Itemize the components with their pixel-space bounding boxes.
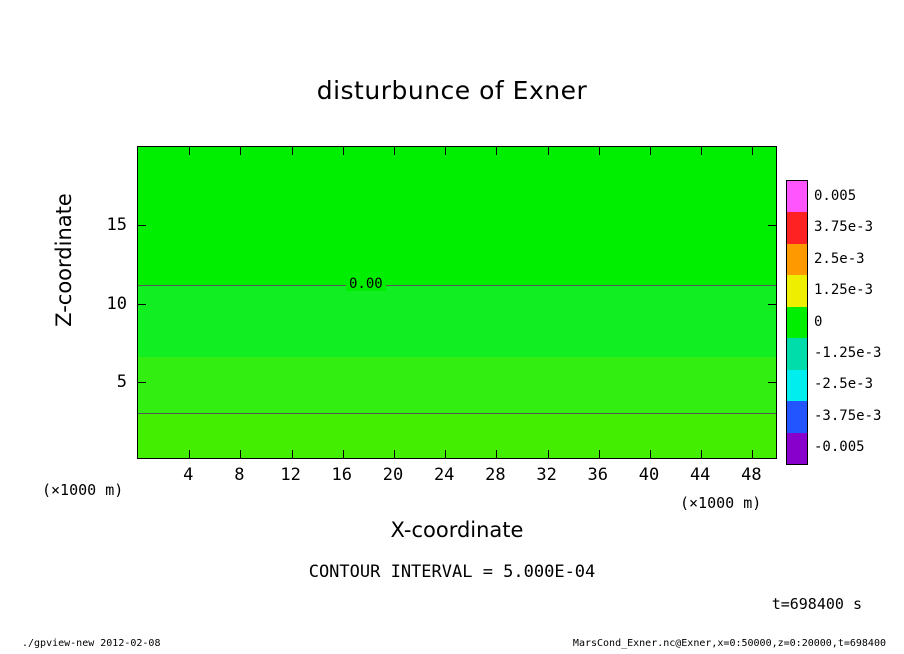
footer-source-label: MarsCond_Exner.nc@Exner,x=0:50000,z=0:20000,t=698400 — [572, 638, 886, 649]
x-axis-tick — [548, 147, 549, 155]
colorbar-tick-label: 2.5e-3 — [814, 250, 865, 267]
contour-band — [138, 285, 776, 357]
footer-tool-label: ./gpview-new 2012-02-08 — [22, 638, 161, 649]
x-axis-tick — [343, 450, 344, 458]
x-axis-tick — [292, 450, 293, 458]
x-axis-tick — [189, 450, 190, 458]
x-tick-label: 36 — [587, 465, 609, 485]
x-tick-label: 44 — [689, 465, 711, 485]
y-axis-label: Z-coordinate — [52, 193, 76, 327]
x-axis-tick — [548, 450, 549, 458]
x-axis-tick — [650, 450, 651, 458]
colorbar-cell — [787, 338, 807, 369]
y-tick-label: 5 — [116, 371, 127, 392]
x-tick-label: 24 — [433, 465, 455, 485]
x-axis-tick — [599, 450, 600, 458]
x-axis-tick — [650, 147, 651, 155]
x-tick-label: 28 — [485, 465, 506, 485]
colorbar-cell — [787, 370, 807, 401]
time-annotation: t=698400 s — [771, 595, 862, 613]
y-axis-tick — [768, 382, 776, 383]
x-axis-tick — [599, 147, 600, 155]
y-tick-label: 10 — [106, 293, 127, 314]
x-tick-label: 16 — [331, 465, 353, 485]
colorbar-tick-label: -0.005 — [814, 439, 865, 456]
y-axis-tick — [138, 225, 146, 226]
contour-band — [138, 413, 776, 459]
contour-band — [138, 357, 776, 413]
x-axis-tick — [445, 147, 446, 155]
colorbar-tick-label: 3.75e-3 — [814, 219, 874, 236]
x-axis-tick — [701, 450, 702, 458]
colorbar-tick-label: 1.25e-3 — [814, 282, 874, 299]
x-tick-label: 4 — [183, 465, 194, 485]
x-tick-label: 40 — [638, 465, 660, 485]
x-axis-tick — [496, 147, 497, 155]
x-axis-tick — [240, 450, 241, 458]
x-axis-tick — [394, 450, 395, 458]
x-axis-label: X-coordinate — [390, 518, 524, 542]
x-axis-unit-label: (×1000 m) — [680, 494, 762, 512]
colorbar-tick-label: -1.25e-3 — [814, 344, 882, 361]
x-tick-label: 8 — [234, 465, 245, 485]
page-title: disturbunce of Exner — [316, 76, 588, 105]
x-axis-tick — [701, 147, 702, 155]
x-axis-tick — [752, 450, 753, 458]
colorbar-tick-label: 0 — [814, 313, 823, 330]
colorbar — [786, 180, 808, 465]
y-axis-tick — [138, 382, 146, 383]
x-tick-label: 20 — [382, 465, 404, 485]
contour-band — [138, 147, 776, 285]
y-axis-tick — [768, 304, 776, 305]
x-tick-label: 32 — [536, 465, 557, 485]
contour-line — [138, 413, 776, 414]
y-axis-tick — [768, 225, 776, 226]
contour-value-label: 0.00 — [346, 277, 386, 291]
x-axis-tick — [394, 147, 395, 155]
colorbar-cell — [787, 307, 807, 338]
colorbar-cell — [787, 212, 807, 243]
x-axis-tick — [445, 450, 446, 458]
colorbar-tick-label: 0.005 — [814, 187, 857, 204]
y-axis-tick — [138, 304, 146, 305]
x-tick-label: 48 — [741, 465, 762, 485]
contour-line — [138, 285, 776, 286]
plot-area — [137, 146, 777, 459]
x-axis-tick — [343, 147, 344, 155]
x-axis-tick — [189, 147, 190, 155]
colorbar-cell — [787, 433, 807, 464]
x-axis-tick — [496, 450, 497, 458]
x-axis-tick — [240, 147, 241, 155]
colorbar-cell — [787, 275, 807, 306]
x-axis-tick — [292, 147, 293, 155]
colorbar-tick-label: -3.75e-3 — [814, 407, 882, 424]
colorbar-cell — [787, 181, 807, 212]
x-axis-tick — [752, 147, 753, 155]
colorbar-cell — [787, 401, 807, 432]
colorbar-cell — [787, 244, 807, 275]
contour-interval-label: CONTOUR INTERVAL = 5.000E-04 — [308, 562, 596, 582]
y-tick-label: 15 — [106, 215, 127, 236]
colorbar-tick-label: -2.5e-3 — [814, 376, 874, 393]
x-tick-label: 12 — [280, 465, 301, 485]
z-axis-unit-label: (×1000 m) — [42, 481, 124, 499]
